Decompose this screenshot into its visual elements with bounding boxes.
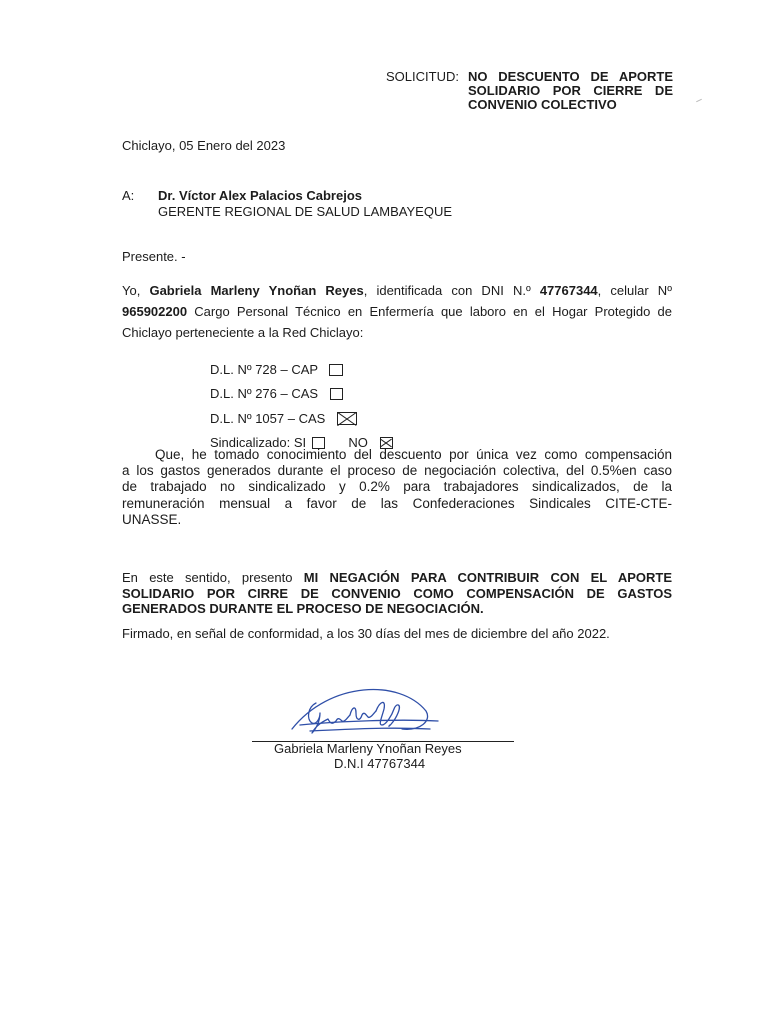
option-dl728	[210, 362, 343, 377]
closing-text: Firmado, en señal de conformidad, a los 30 días del mes de diciembre del año 2022.	[122, 626, 610, 641]
option-dl276	[210, 386, 343, 401]
subject-line: NO DESCUENTO DE APORTE	[468, 69, 673, 84]
option-dl1057-label: D.L. Nº 1057 – CAS	[210, 411, 326, 426]
applicant-name: Gabriela Marleny Ynoñan Reyes	[149, 283, 364, 298]
date-line: Chiclayo, 05 Enero del 2023	[122, 138, 286, 153]
paragraph-line: a los gastos generados durante el proceso de negociación colectiva, del 0.5%en caso	[122, 463, 672, 479]
recipient-prefix: A:	[122, 188, 135, 203]
subject-line: SOLIDARIO POR CIERRE DE	[468, 83, 673, 98]
paragraph-line: Que, he tomado conocimiento del descuento por única vez como compensación	[155, 447, 672, 462]
option-dl276-label: D.L. Nº 276 – CAS	[210, 386, 319, 401]
closing-paragraph	[122, 626, 672, 642]
negacion-line-2: SOLIDARIO POR CIRRE DE CONVENIO COMO COMPENSACIÓN DE GASTOS	[122, 585, 672, 601]
recipient-role: GERENTE REGIONAL DE SALUD LAMBAYEQUE	[158, 204, 453, 219]
paragraph-line: remuneración mensual a favor de las Confederaciones Sindicales CITE-CTE-	[122, 495, 672, 511]
negacion-line-3: GENERADOS DURANTE EL PROCESO DE NEGOCIACIÓN.	[122, 601, 484, 616]
intro-line-3: Chiclayo perteneciente a la Red Chiclayo:	[122, 325, 364, 340]
checkbox-dl728[interactable]	[329, 364, 343, 376]
intro-paragraph	[122, 280, 672, 343]
handwritten-signature	[290, 685, 440, 745]
scan-mark	[696, 99, 702, 102]
subject-line: CONVENIO COLECTIVO	[468, 97, 617, 112]
paragraph-line: UNASSE.	[122, 511, 182, 527]
recipient-name: Dr. Víctor Alex Palacios Cabrejos	[158, 188, 362, 203]
paragraph-line: de trabajado no sindicalizado y 0.2% para trabajadores sindicalizados, de la	[122, 479, 672, 495]
signature-name: Gabriela Marleny Ynoñan Reyes	[274, 741, 462, 756]
intro-line-2	[122, 301, 672, 322]
checkbox-dl1057-checked[interactable]	[337, 412, 357, 425]
applicant-phone: 965902200	[122, 304, 188, 319]
option-dl728-label: D.L. Nº 728 – CAP	[210, 362, 318, 377]
applicant-dni: 47767344	[539, 283, 598, 298]
option-dl1057	[210, 411, 357, 426]
sindicalizado-label: Sindicalizado: SI	[210, 435, 307, 450]
paragraph-negacion	[122, 570, 672, 617]
negacion-lead: En este sentido, presento	[122, 570, 293, 585]
greeting: Presente. -	[122, 249, 186, 264]
negacion-bold-1: MI NEGACIÓN PARA CONTRIBUIR CON EL APORTE	[303, 570, 672, 585]
checkbox-dl276[interactable]	[330, 388, 343, 400]
intro-line-2-rest: Cargo Personal Técnico en Enfermería que laboro en el Hogar Protegido de	[194, 304, 672, 319]
intro-line-1	[122, 280, 672, 301]
subject-text	[468, 70, 673, 112]
no-label: NO	[348, 435, 368, 450]
paragraph-descuento	[122, 447, 672, 528]
intro-yo: Yo,	[122, 283, 141, 298]
intro-id-text: , identificada con DNI N.º	[363, 283, 531, 298]
negacion-line-1	[122, 570, 672, 586]
subject-label: SOLICITUD:	[386, 69, 459, 84]
intro-cel-text: , celular Nº	[597, 283, 672, 298]
signature-dni: D.N.I 47767344	[334, 756, 426, 771]
